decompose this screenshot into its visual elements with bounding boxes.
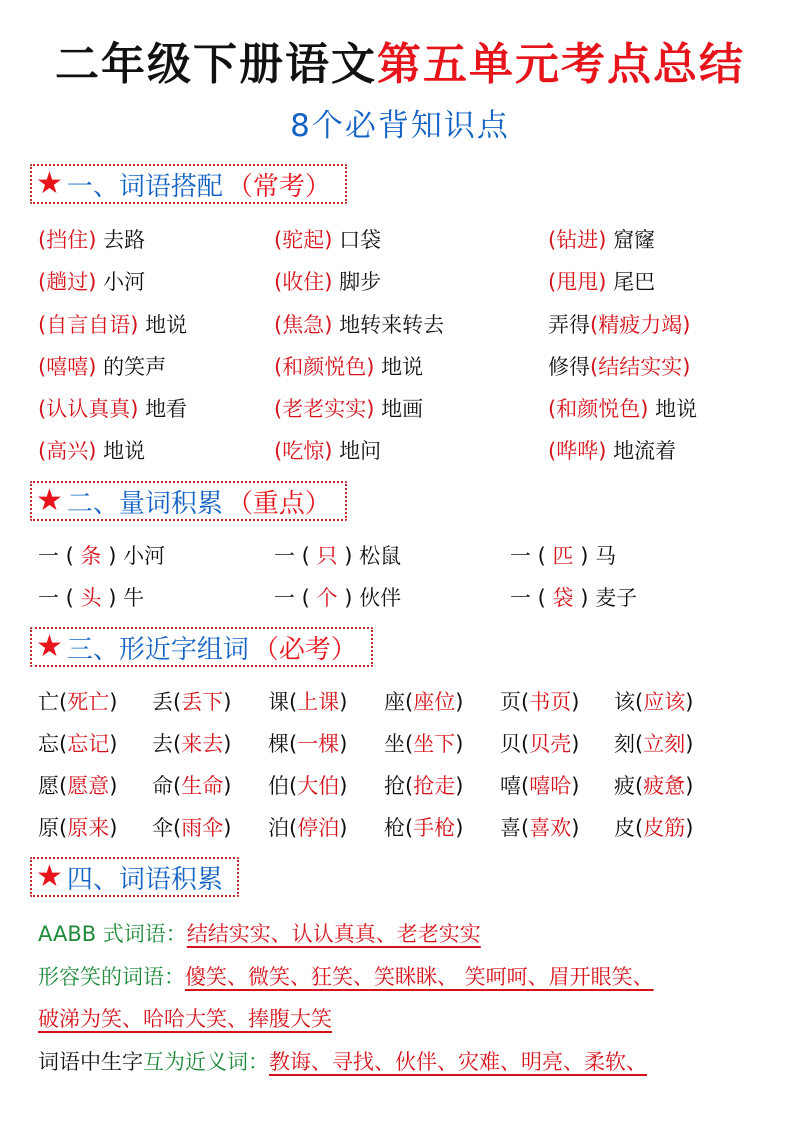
bracket: (: [274, 313, 283, 337]
bracket: (: [59, 732, 68, 756]
section-title: 四、词语积累: [66, 864, 223, 895]
collocation-item: [548, 224, 655, 254]
base-character: 该: [614, 690, 635, 714]
bracket: ): [324, 313, 333, 337]
bracket: ): [344, 586, 360, 610]
collocation-item: [548, 435, 676, 465]
similar-item: [152, 686, 231, 716]
collocation-item: [548, 266, 655, 296]
answer-word: 焦急: [282, 313, 325, 337]
compound-word: 喜欢: [529, 816, 572, 840]
bracket: (: [405, 732, 414, 756]
compound-word: 坐下: [413, 732, 456, 756]
answer-word: 挡住: [46, 228, 89, 252]
collocation-item: [38, 435, 145, 465]
similar-item: [268, 812, 347, 842]
compound-word: 一棵: [297, 732, 340, 756]
bracket: (: [635, 732, 644, 756]
section-note: （常考）: [226, 171, 331, 202]
measure-noun: 牛: [123, 586, 145, 610]
measure-row: [0, 582, 800, 616]
similar-row: [0, 812, 800, 846]
word-suffix: 地说: [648, 397, 698, 421]
answer-word: 高兴: [46, 439, 89, 463]
similar-item: [384, 812, 463, 842]
bracket: ): [223, 816, 232, 840]
section-heading-2: [30, 481, 347, 521]
collocation-item: [274, 393, 423, 423]
star-icon: ★: [36, 483, 63, 518]
bracket: (: [405, 690, 414, 714]
answer-word: 收住: [282, 270, 325, 294]
compound-word: 忘记: [67, 732, 110, 756]
bracket: (: [59, 690, 68, 714]
bracket: (: [531, 544, 553, 568]
section-heading-1: [30, 164, 347, 204]
bracket: (: [289, 816, 298, 840]
base-character: 伯: [268, 774, 289, 798]
similar-row: [0, 728, 800, 762]
word-suffix: 去路: [96, 228, 146, 252]
bracket: (: [59, 816, 68, 840]
measure-prefix: 一: [510, 544, 531, 568]
similar-row: [0, 770, 800, 804]
answer-word: 自言自语: [46, 313, 131, 337]
bracket: ): [640, 397, 649, 421]
bracket: ): [339, 816, 348, 840]
bracket: (: [295, 586, 317, 610]
bracket: (: [274, 355, 283, 379]
smile-words-line-2: [38, 1003, 768, 1033]
compound-word: 生命: [181, 774, 224, 798]
similar-item: [268, 770, 347, 800]
base-character: 愿: [38, 774, 59, 798]
bracket: (: [590, 313, 599, 337]
title-black-part: 二年级下册语文: [55, 39, 377, 90]
bracket: ): [366, 397, 375, 421]
similar-item: [384, 728, 463, 758]
base-character: 丢: [152, 690, 173, 714]
bracket: (: [405, 816, 414, 840]
bracket: ): [88, 439, 97, 463]
base-character: 坐: [384, 732, 405, 756]
title-red-part: 第五单元考点总结: [377, 39, 745, 90]
compound-word: 皮筋: [643, 816, 686, 840]
measure-word: 个: [316, 586, 345, 610]
collocation-item: [548, 351, 690, 381]
compound-word: 原来: [67, 816, 110, 840]
collocation-row: [0, 393, 800, 427]
bracket: (: [59, 544, 81, 568]
base-character: 刻: [614, 732, 635, 756]
compound-word: 大伯: [297, 774, 340, 798]
bracket: (: [548, 228, 557, 252]
bracket: ): [455, 732, 464, 756]
bracket: ): [109, 732, 118, 756]
word-suffix: 地问: [332, 439, 382, 463]
similar-item: [384, 770, 463, 800]
bracket: ): [88, 270, 97, 294]
bracket: ): [580, 544, 596, 568]
base-character: 原: [38, 816, 59, 840]
answer-word: 和颜悦色: [282, 355, 367, 379]
bracket: (: [38, 355, 47, 379]
bracket: (: [635, 774, 644, 798]
base-character: 抢: [384, 774, 405, 798]
similar-item: [614, 686, 693, 716]
measure-noun: 马: [595, 544, 617, 568]
similar-item: [38, 686, 117, 716]
answer-word: 结结实实: [598, 355, 683, 379]
word-prefix: 修得: [548, 355, 590, 379]
collocation-item: [38, 266, 145, 296]
section-title: 三、形近字组词: [66, 634, 249, 665]
synonym-words-line: [38, 1046, 768, 1076]
compound-word: 嘻哈: [529, 774, 572, 798]
collocation-item: [548, 393, 697, 423]
bracket: ): [223, 774, 232, 798]
collocation-item: [38, 393, 187, 423]
synonym-label-a: 词语中生字: [38, 1050, 143, 1074]
collocation-row: [0, 435, 800, 469]
measure-item: [38, 540, 165, 570]
base-character: 喜: [500, 816, 521, 840]
word-suffix: 的笑声: [96, 355, 167, 379]
collocation-item: [274, 351, 423, 381]
smile-label: 形容笑的词语：: [38, 965, 185, 989]
bracket: (: [173, 774, 182, 798]
bracket: (: [531, 586, 553, 610]
base-character: 嘻: [500, 774, 521, 798]
bracket: (: [173, 732, 182, 756]
bracket: (: [548, 270, 557, 294]
answer-word: 钻进: [556, 228, 599, 252]
compound-word: 愿意: [67, 774, 110, 798]
measure-word: 条: [80, 544, 109, 568]
measure-noun: 松鼠: [359, 544, 402, 568]
similar-item: [500, 812, 579, 842]
bracket: ): [455, 690, 464, 714]
compound-word: 立刻: [643, 732, 686, 756]
bracket: (: [274, 228, 283, 252]
compound-word: 抢走: [413, 774, 456, 798]
word-suffix: 地说: [96, 439, 146, 463]
bracket: ): [339, 774, 348, 798]
bracket: ): [108, 586, 124, 610]
similar-item: [614, 728, 693, 758]
word-suffix: 地说: [374, 355, 424, 379]
collocation-item: [38, 351, 166, 381]
compound-word: 停泊: [297, 816, 340, 840]
bracket: ): [108, 544, 124, 568]
collocation-row: [0, 266, 800, 300]
word-suffix: 地看: [138, 397, 188, 421]
page-subtitle: 8个必背知识点: [290, 108, 510, 144]
compound-word: 雨伞: [181, 816, 224, 840]
answer-word: 嘻嘻: [46, 355, 89, 379]
answer-word: 哗哗: [556, 439, 599, 463]
base-character: 泊: [268, 816, 289, 840]
base-character: 贝: [500, 732, 521, 756]
word-suffix: 脚步: [332, 270, 382, 294]
smile-words: 傻笑、微笑、狂笑、笑眯眯、 笑呵呵、眉开眼笑、: [185, 965, 654, 989]
bracket: ): [324, 228, 333, 252]
collocation-item: [38, 309, 187, 339]
collocation-item: [274, 309, 444, 339]
bracket: ): [109, 774, 118, 798]
collocation-item: [274, 266, 381, 296]
star-icon: ★: [36, 859, 63, 894]
bracket: ): [109, 690, 118, 714]
bracket: ): [223, 690, 232, 714]
bracket: ): [366, 355, 375, 379]
word-suffix: 口袋: [332, 228, 382, 252]
base-character: 座: [384, 690, 405, 714]
bracket: ): [685, 732, 694, 756]
word-suffix: 地画: [374, 397, 424, 421]
word-prefix: 弄得: [548, 313, 590, 337]
similar-item: [500, 770, 579, 800]
star-icon: ★: [36, 629, 63, 664]
bracket: (: [38, 439, 47, 463]
bracket: ): [571, 732, 580, 756]
compound-word: 座位: [413, 690, 456, 714]
compound-word: 疲惫: [643, 774, 686, 798]
bracket: (: [521, 816, 530, 840]
bracket: ): [223, 732, 232, 756]
bracket: ): [324, 270, 333, 294]
answer-word: 吃惊: [282, 439, 325, 463]
bracket: (: [289, 774, 298, 798]
bracket: (: [38, 313, 47, 337]
bracket: ): [685, 816, 694, 840]
bracket: (: [38, 270, 47, 294]
smile-words-line: [38, 961, 768, 991]
bracket: ): [455, 816, 464, 840]
bracket: (: [295, 544, 317, 568]
bracket: (: [590, 355, 599, 379]
measure-prefix: 一: [274, 544, 295, 568]
measure-word: 只: [316, 544, 345, 568]
compound-word: 丢下: [181, 690, 224, 714]
bracket: (: [38, 397, 47, 421]
bracket: ): [682, 313, 691, 337]
bracket: (: [173, 816, 182, 840]
bracket: (: [59, 586, 81, 610]
base-character: 枪: [384, 816, 405, 840]
base-character: 亡: [38, 690, 59, 714]
collocation-item: [548, 309, 690, 339]
compound-word: 书页: [529, 690, 572, 714]
aabb-words: 结结实实、认认真真、老老实实: [186, 922, 481, 946]
bracket: (: [405, 774, 414, 798]
answer-word: 认认真真: [46, 397, 131, 421]
answer-word: 和颜悦色: [556, 397, 641, 421]
synonym-words: 教诲、寻找、伙伴、灾难、明亮、柔软、: [269, 1050, 647, 1074]
measure-word: 头: [80, 586, 109, 610]
bracket: (: [548, 397, 557, 421]
similar-item: [268, 728, 347, 758]
similar-item: [152, 812, 231, 842]
section-note: （必考）: [252, 634, 357, 665]
compound-word: 死亡: [67, 690, 110, 714]
bracket: (: [274, 397, 283, 421]
measure-prefix: 一: [38, 544, 59, 568]
similar-item: [152, 728, 231, 758]
measure-noun: 小河: [123, 544, 166, 568]
base-character: 忘: [38, 732, 59, 756]
collocation-item: [274, 435, 381, 465]
measure-prefix: 一: [38, 586, 59, 610]
bracket: ): [685, 774, 694, 798]
bracket: (: [548, 439, 557, 463]
collocation-row: [0, 351, 800, 385]
collocation-item: [38, 224, 145, 254]
bracket: ): [682, 355, 691, 379]
bracket: ): [571, 816, 580, 840]
base-character: 课: [268, 690, 289, 714]
bracket: ): [455, 774, 464, 798]
collocation-row: [0, 224, 800, 258]
smile-words-continued: 破涕为笑、哈哈大笑、捧腹大笑: [38, 1007, 332, 1031]
measure-row: [0, 540, 800, 574]
bracket: (: [274, 439, 283, 463]
similar-item: [38, 812, 117, 842]
measure-noun: 伙伴: [359, 586, 402, 610]
measure-word: 匹: [552, 544, 581, 568]
similar-item: [268, 686, 347, 716]
measure-noun: 麦子: [595, 586, 638, 610]
compound-word: 来去: [181, 732, 224, 756]
bracket: (: [521, 690, 530, 714]
word-suffix: 小河: [96, 270, 146, 294]
section-note: （重点）: [226, 488, 331, 519]
collocation-row: [0, 309, 800, 343]
measure-word: 袋: [552, 586, 581, 610]
synonym-label-b: 互为近义词：: [143, 1050, 269, 1074]
bracket: (: [521, 774, 530, 798]
compound-word: 应该: [643, 690, 686, 714]
bracket: ): [344, 544, 360, 568]
bracket: ): [598, 439, 607, 463]
measure-item: [38, 582, 144, 612]
bracket: (: [521, 732, 530, 756]
section-heading-3: [30, 627, 373, 667]
compound-word: 贝壳: [529, 732, 572, 756]
similar-item: [614, 812, 693, 842]
section-title: 一、词语搭配: [66, 171, 223, 202]
measure-item: [274, 582, 401, 612]
measure-prefix: 一: [510, 586, 531, 610]
similar-item: [384, 686, 463, 716]
word-suffix: 窟窿: [606, 228, 656, 252]
base-character: 命: [152, 774, 173, 798]
bracket: (: [274, 270, 283, 294]
base-character: 去: [152, 732, 173, 756]
answer-word: 驼起: [282, 228, 325, 252]
bracket: ): [88, 228, 97, 252]
bracket: ): [339, 690, 348, 714]
measure-prefix: 一: [274, 586, 295, 610]
bracket: (: [59, 774, 68, 798]
bracket: ): [324, 439, 333, 463]
word-suffix: 地说: [138, 313, 188, 337]
base-character: 皮: [614, 816, 635, 840]
bracket: ): [571, 690, 580, 714]
star-icon: ★: [36, 166, 63, 201]
answer-word: 老老实实: [282, 397, 367, 421]
base-character: 棵: [268, 732, 289, 756]
similar-item: [152, 770, 231, 800]
collocation-item: [274, 224, 381, 254]
measure-item: [510, 540, 616, 570]
bracket: ): [130, 313, 139, 337]
similar-item: [500, 686, 579, 716]
bracket: ): [109, 816, 118, 840]
bracket: ): [598, 270, 607, 294]
compound-word: 上课: [297, 690, 340, 714]
answer-word: 精疲力竭: [598, 313, 683, 337]
word-suffix: 尾巴: [606, 270, 656, 294]
bracket: (: [635, 690, 644, 714]
similar-item: [614, 770, 693, 800]
word-suffix: 地转来转去: [332, 313, 445, 337]
bracket: ): [571, 774, 580, 798]
section-title: 二、量词积累: [66, 488, 223, 519]
bracket: ): [339, 732, 348, 756]
answer-word: 趟过: [46, 270, 89, 294]
base-character: 疲: [614, 774, 635, 798]
bracket: ): [598, 228, 607, 252]
bracket: ): [580, 586, 596, 610]
similar-item: [38, 728, 117, 758]
compound-word: 手枪: [413, 816, 456, 840]
bracket: ): [130, 397, 139, 421]
bracket: (: [635, 816, 644, 840]
section-heading-4: [30, 857, 239, 897]
bracket: (: [38, 228, 47, 252]
page-title: [0, 28, 800, 92]
bracket: ): [685, 690, 694, 714]
word-suffix: 地流着: [606, 439, 677, 463]
similar-row: [0, 686, 800, 720]
bracket: (: [289, 732, 298, 756]
aabb-words-line: [38, 918, 768, 948]
bracket: ): [88, 355, 97, 379]
aabb-label: AABB 式词语：: [38, 922, 187, 946]
measure-item: [274, 540, 401, 570]
bracket: (: [173, 690, 182, 714]
measure-item: [510, 582, 637, 612]
similar-item: [500, 728, 579, 758]
base-character: 页: [500, 690, 521, 714]
base-character: 伞: [152, 816, 173, 840]
answer-word: 甩甩: [556, 270, 599, 294]
bracket: (: [289, 690, 298, 714]
similar-item: [38, 770, 117, 800]
